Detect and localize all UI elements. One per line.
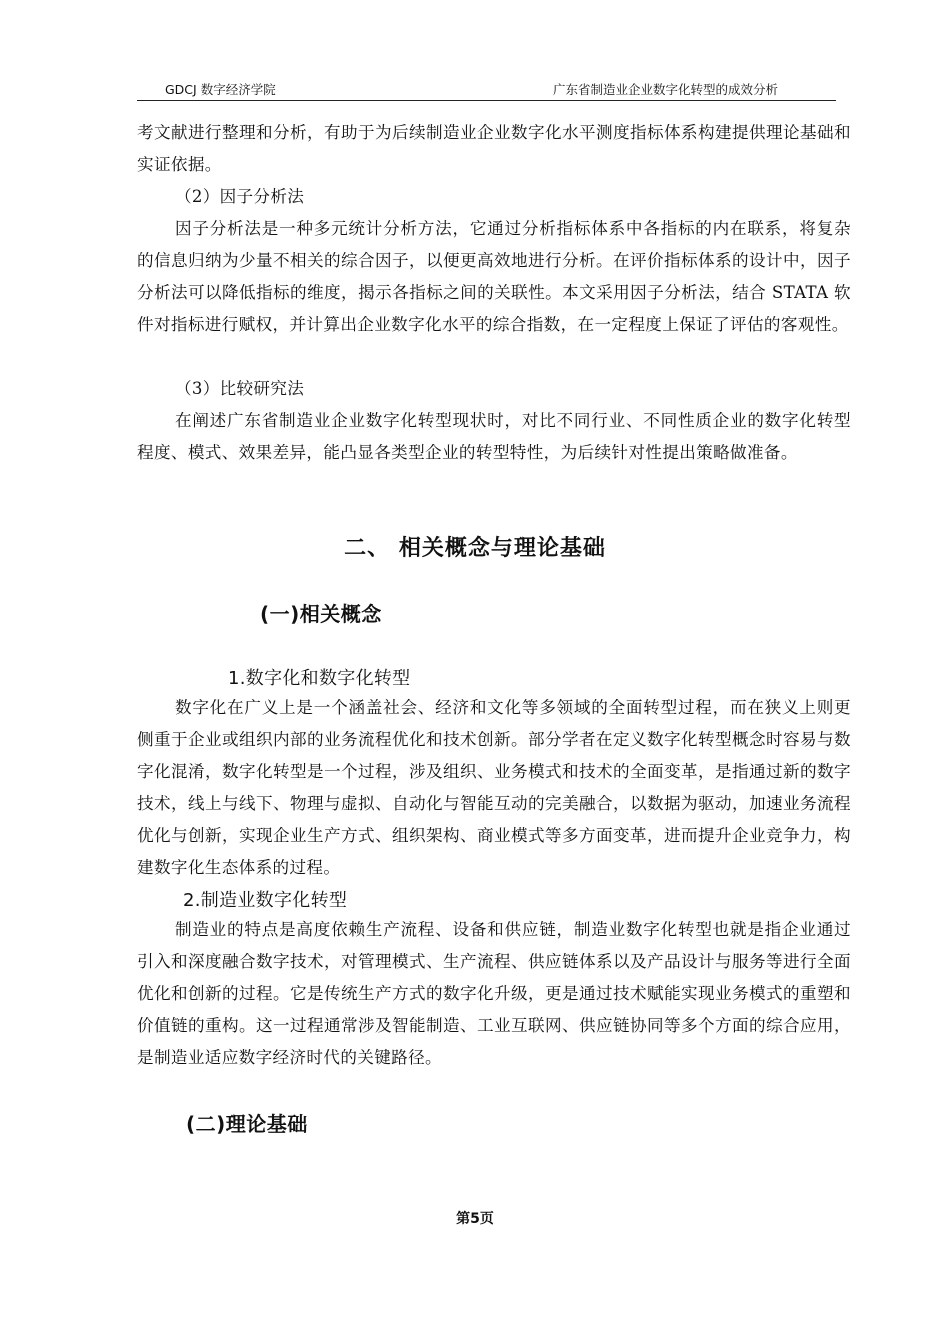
section-heading-concepts: (一)相关概念 xyxy=(260,602,382,626)
section-heading-theory: (二)理论基础 xyxy=(186,1112,308,1136)
paragraph-comparative-study: 在阐述广东省制造业企业数字化转型现状时，对比不同行业、不同性质企业的数字化转型程度、模式、效果差异，能凸显各类型企业的转型特性，为后续针对性提出策略做准备。 xyxy=(137,411,851,462)
item-factor-analysis: （2）因子分析法 xyxy=(175,187,305,206)
paragraph-manufacturing: 制造业的特点是高度依赖生产流程、设备和供应链，制造业数字化转型也就是指企业通过引入和深度融合数字技术，对管理模式、生产流程、供应链体系以及产品设计与服务等进行全面优化和创新的过程。它是传统生产方式的数字化升级，更是通过技术赋能实现业务模式的重塑和价值链的重构。这一过程通常涉及智能制造、工业互联网、供应链协同等多个方面的综合应用，是制造业适应数字经济时代的关键路径。 xyxy=(137,920,851,1067)
header-title: 广东省制造业企业数字化转型的成效分析 xyxy=(552,82,778,97)
subsection-heading-manufacturing: 2.制造业数字化转型 xyxy=(183,890,348,911)
page-number: 第5页 xyxy=(456,1211,494,1227)
subsection-heading-digital: 1.数字化和数字化转型 xyxy=(228,668,411,689)
item-comparative-study: （3）比较研究法 xyxy=(175,379,305,398)
paragraph-digital: 数字化在广义上是一个涵盖社会、经济和文化等多领域的全面转型过程，而在狭义上则更侧重于企业或组织内部的业务流程优化和技术创新。部分学者在定义数字化转型概念时容易与数字化混淆，数字化转型是一个过程，涉及组织、业务模式和技术的全面变革，是指通过新的数字技术，线上与线下、物理与虚拟、自动化与智能互动的完美融合，以数据为驱动，加速业务流程优化与创新，实现企业生产方式、组织架构、商业模式等多方面变革，进而提升企业竞争力，构建数字化生态体系的过程。 xyxy=(137,698,851,877)
header-school: GDCJ 数字经济学院 xyxy=(165,82,276,97)
paragraph-intro: 考文献进行整理和分析，有助于为后续制造业企业数字化水平测度指标体系构建提供理论基础和实证依据。 xyxy=(137,123,851,174)
page-header xyxy=(137,78,836,101)
chapter-title: 二、 相关概念与理论基础 xyxy=(344,536,606,561)
paragraph-factor-analysis: 因子分析法是一种多元统计分析方法，它通过分析指标体系中各指标的内在联系，将复杂的信息归纳为少量不相关的综合因子，以便更高效地进行分析。在评价指标体系的设计中，因子分析法可以降低指标的维度，揭示各指标之间的关联性。本文采用因子分析法，结合 STATA 软件对指标进行赋权，并计算出企业数字化水平的综合指数，在一定程度上保证了评估的客观性。 xyxy=(137,219,851,334)
